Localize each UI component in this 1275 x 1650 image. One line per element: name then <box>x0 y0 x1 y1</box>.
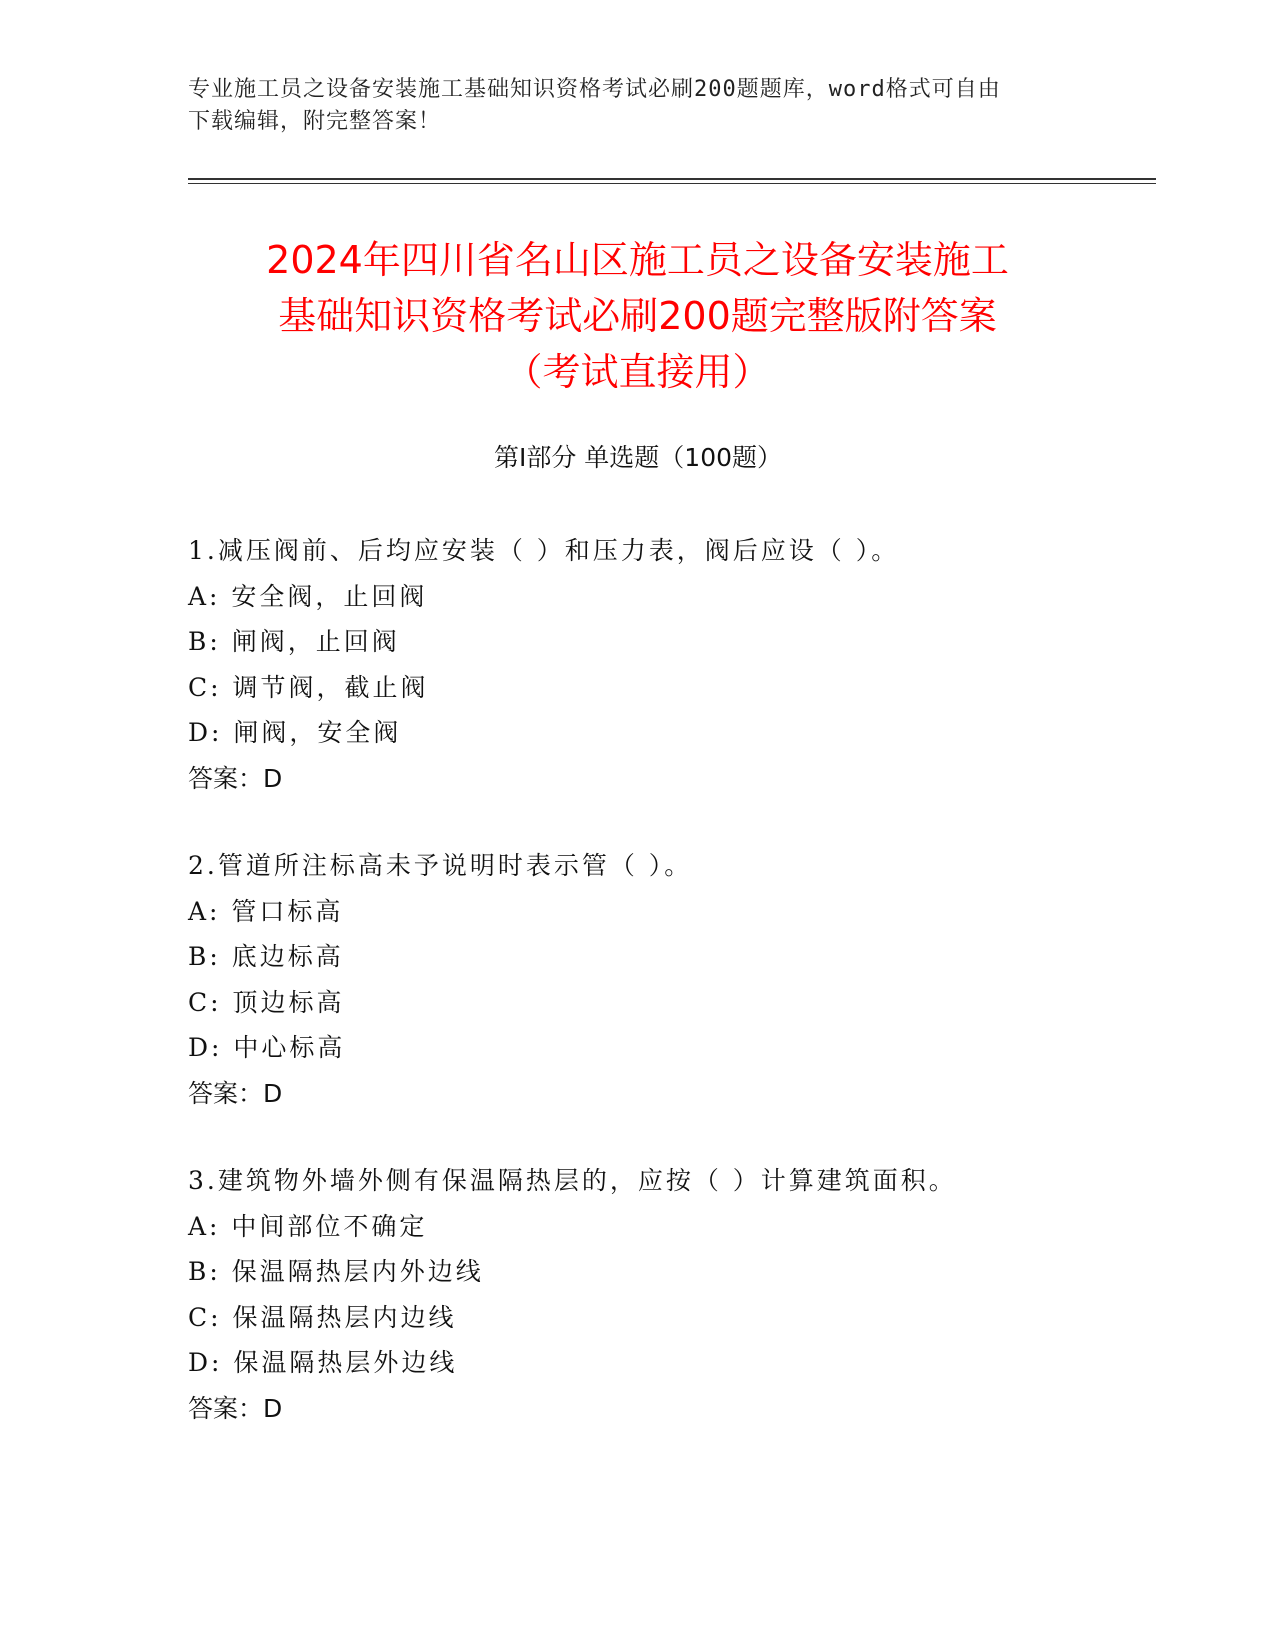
option-b: B: 保温隔热层内外边线 <box>188 1257 484 1286</box>
option-c: C: 保温隔热层内边线 <box>188 1302 457 1332</box>
question-stem: 2.管道所注标高未予说明时表示管（ ）。 <box>188 851 693 880</box>
question-2 <box>188 843 1168 1116</box>
option-d: D: 闸阀，安全阀 <box>188 718 402 747</box>
header-divider-thin <box>188 183 1156 184</box>
option-a: A: 管口标高 <box>188 896 344 926</box>
question-answer: 答案：D <box>188 1078 283 1108</box>
document-title-line-2: 基础知识资格考试必刷200题完整版附答案 <box>278 294 997 338</box>
question-stem: 1.减压阀前、后均应安装（ ）和压力表，阀后应设（ ）。 <box>188 536 900 565</box>
question-1 <box>188 528 1168 801</box>
question-stem: 3.建筑物外墙外侧有保温隔热层的，应按（ ）计算建筑面积。 <box>188 1166 957 1195</box>
option-d: D: 中心标高 <box>188 1033 346 1062</box>
option-c: C: 顶边标高 <box>188 987 345 1017</box>
option-a: A: 中间部位不确定 <box>188 1211 428 1241</box>
header-note <box>188 74 1088 138</box>
option-b: B: 底边标高 <box>188 942 344 971</box>
question-answer: 答案：D <box>188 763 283 793</box>
header-note-line-1: 专业施工员之设备安装施工基础知识资格考试必刷200题题库，word格式可自由 <box>188 77 1001 102</box>
document-title-line-3: （考试直接用） <box>504 350 771 394</box>
header-note-line-2: 下载编辑，附完整答案！ <box>188 109 442 134</box>
option-c: C: 调节阀，截止阀 <box>188 672 429 702</box>
document-title-line-1: 2024年四川省名山区施工员之设备安装施工 <box>266 238 1009 282</box>
section-heading: 第I部分 单选题（100题） <box>493 443 783 472</box>
document-title <box>120 232 1155 400</box>
option-b: B: 闸阀，止回阀 <box>188 627 400 656</box>
header-divider-thick <box>188 178 1156 180</box>
option-d: D: 保温隔热层外边线 <box>188 1348 458 1377</box>
question-3 <box>188 1158 1168 1431</box>
question-list <box>188 528 1168 1473</box>
question-answer: 答案：D <box>188 1393 283 1423</box>
option-a: A: 安全阀，止回阀 <box>188 581 428 611</box>
